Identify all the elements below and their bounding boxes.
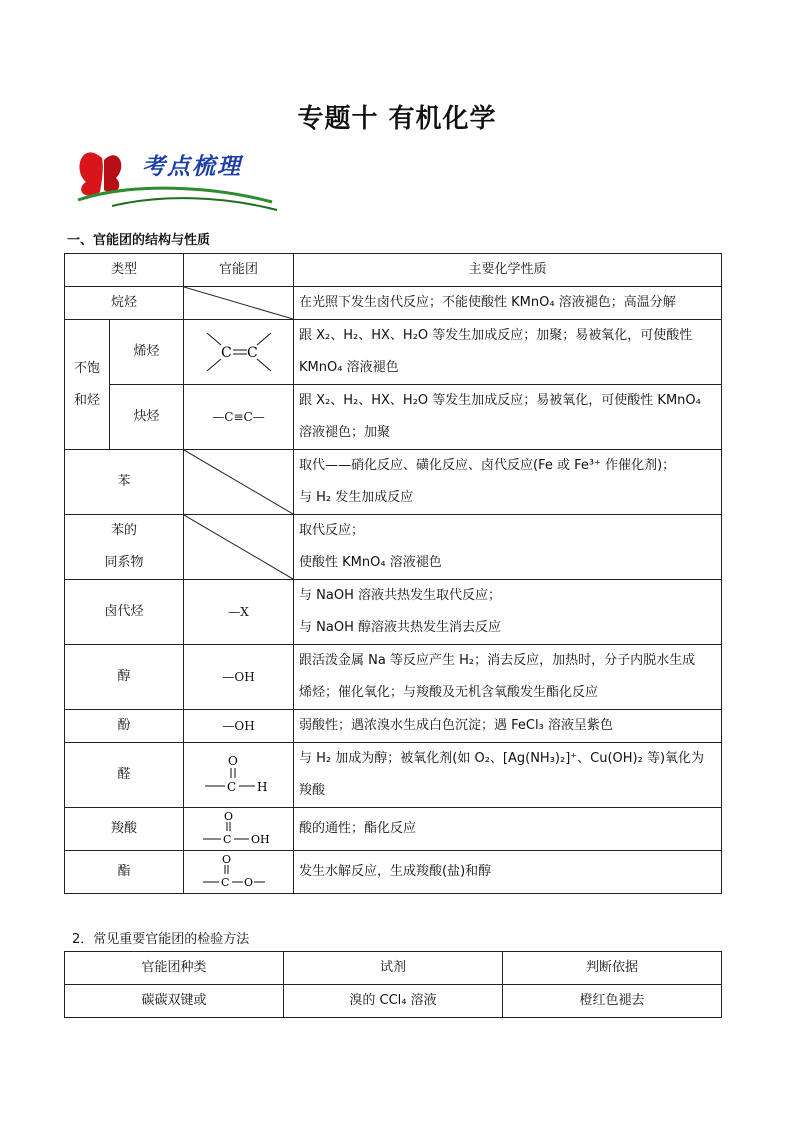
carboxyl-structure-icon	[199, 809, 279, 849]
property-cell: 与 NaOH 溶液共热发生取代反应； 与 NaOH 醇溶液共热发生消去反应	[294, 580, 722, 645]
ester-structure-icon	[199, 852, 279, 892]
table-row	[65, 450, 722, 515]
alkene-structure-icon	[199, 327, 279, 377]
svg-text:O: O	[243, 876, 253, 889]
no-group-cell	[184, 515, 294, 580]
property-cell: 发生水解反应，生成羧酸(盐)和醇	[294, 851, 722, 894]
table-row	[65, 645, 722, 710]
aldehyde-structure-icon	[199, 752, 279, 798]
property-cell: 取代反应； 使酸性 KMnO₄ 溶液褪色	[294, 515, 722, 580]
svg-text:O: O	[223, 810, 233, 823]
svg-text:O: O	[227, 754, 238, 768]
header-group: 官能团	[184, 254, 294, 287]
aldehyde-structure	[184, 743, 294, 808]
detection-method-table	[64, 951, 722, 1018]
property-cell: 跟 X₂、H₂、HX、H₂O 等发生加成反应；易被氧化，可使酸性 KMnO₄ 溶液褪色；加聚	[294, 385, 722, 450]
group-cell: —OH	[184, 710, 294, 743]
svg-text:C: C	[220, 345, 232, 361]
type-cell: 卤代烃	[65, 580, 184, 645]
table-row	[65, 385, 722, 450]
type-cell: 醇	[65, 645, 184, 710]
ester-structure	[184, 851, 294, 894]
property-cell: 与 H₂ 加成为醇；被氧化剂(如 O₂、[Ag(NH₃)₂]⁺、Cu(OH)₂ 等)氧化为 羧酸	[294, 743, 722, 808]
table-row	[65, 710, 722, 743]
table-row	[65, 320, 722, 385]
type-cell: 烷烃	[65, 287, 184, 320]
badge-label: 考点梳理	[142, 153, 242, 180]
table-row	[65, 851, 722, 894]
header-reagent: 试剂	[284, 952, 503, 985]
type-cell: 酯	[65, 851, 184, 894]
type-cell: 苯	[65, 450, 184, 515]
svg-text:OH: OH	[250, 833, 270, 846]
alkene-structure	[184, 320, 294, 385]
property-cell: 取代——硝化反应、磺化反应、卤代反应(Fe 或 Fe³⁺ 作催化剂)； 与 H₂ 发生加成反应	[294, 450, 722, 515]
table-row	[65, 743, 722, 808]
group-kind-cell: 碳碳双键或	[65, 985, 284, 1018]
table-row	[65, 580, 722, 645]
group-cell: —C≡C—	[184, 385, 294, 450]
svg-text:C: C	[222, 833, 231, 846]
svg-text:H: H	[256, 780, 267, 794]
table-header-row	[65, 952, 722, 985]
type-cell: 烯烃	[110, 320, 184, 385]
no-group-cell	[184, 287, 294, 320]
svg-text:O: O	[221, 853, 231, 866]
basis-cell: 橙红色褪去	[503, 985, 722, 1018]
type-cell: 醛	[65, 743, 184, 808]
header-type: 类型	[65, 254, 184, 287]
svg-text:C: C	[220, 876, 229, 889]
unsaturated-group-cell: 不饱 和烃	[65, 320, 110, 450]
reagent-cell: 溴的 CCl₄ 溶液	[284, 985, 503, 1018]
type-cell: 酚	[65, 710, 184, 743]
svg-text:C: C	[246, 345, 258, 361]
carboxyl-structure	[184, 808, 294, 851]
table-row	[65, 515, 722, 580]
header-basis: 判断依据	[503, 952, 722, 985]
table-header-row	[65, 254, 722, 287]
no-group-cell	[184, 450, 294, 515]
page-title: 专题十 有机化学	[297, 104, 497, 134]
type-cell: 炔烃	[110, 385, 184, 450]
property-cell: 酸的通性；酯化反应	[294, 808, 722, 851]
table-row	[65, 808, 722, 851]
header-property: 主要化学性质	[294, 254, 722, 287]
group-cell: —OH	[184, 645, 294, 710]
svg-text:C: C	[226, 780, 236, 794]
table-row	[65, 287, 722, 320]
functional-group-table	[64, 253, 722, 894]
property-cell: 弱酸性；遇浓溴水生成白色沉淀；遇 FeCl₃ 溶液呈紫色	[294, 710, 722, 743]
type-cell: 苯的 同系物	[65, 515, 184, 580]
group-cell: —X	[184, 580, 294, 645]
section2-title: 2．常见重要官能团的检验方法	[72, 932, 250, 947]
property-cell: 在光照下发生卤代反应；不能使酸性 KMnO₄ 溶液褪色；高温分解	[294, 287, 722, 320]
property-cell: 跟活泼金属 Na 等反应产生 H₂；消去反应，加热时，分子内脱水生成 烯烃；催化氧化；与羧酸及无机含氧酸发生酯化反应	[294, 645, 722, 710]
section-badge	[72, 140, 282, 215]
table-row	[65, 985, 722, 1018]
section1-title: 一、官能团的结构与性质	[67, 233, 211, 248]
header-group-kind: 官能团种类	[65, 952, 284, 985]
type-cell: 羧酸	[65, 808, 184, 851]
property-cell: 跟 X₂、H₂、HX、H₂O 等发生加成反应；加聚；易被氧化，可使酸性 KMnO₄ 溶液褪色	[294, 320, 722, 385]
